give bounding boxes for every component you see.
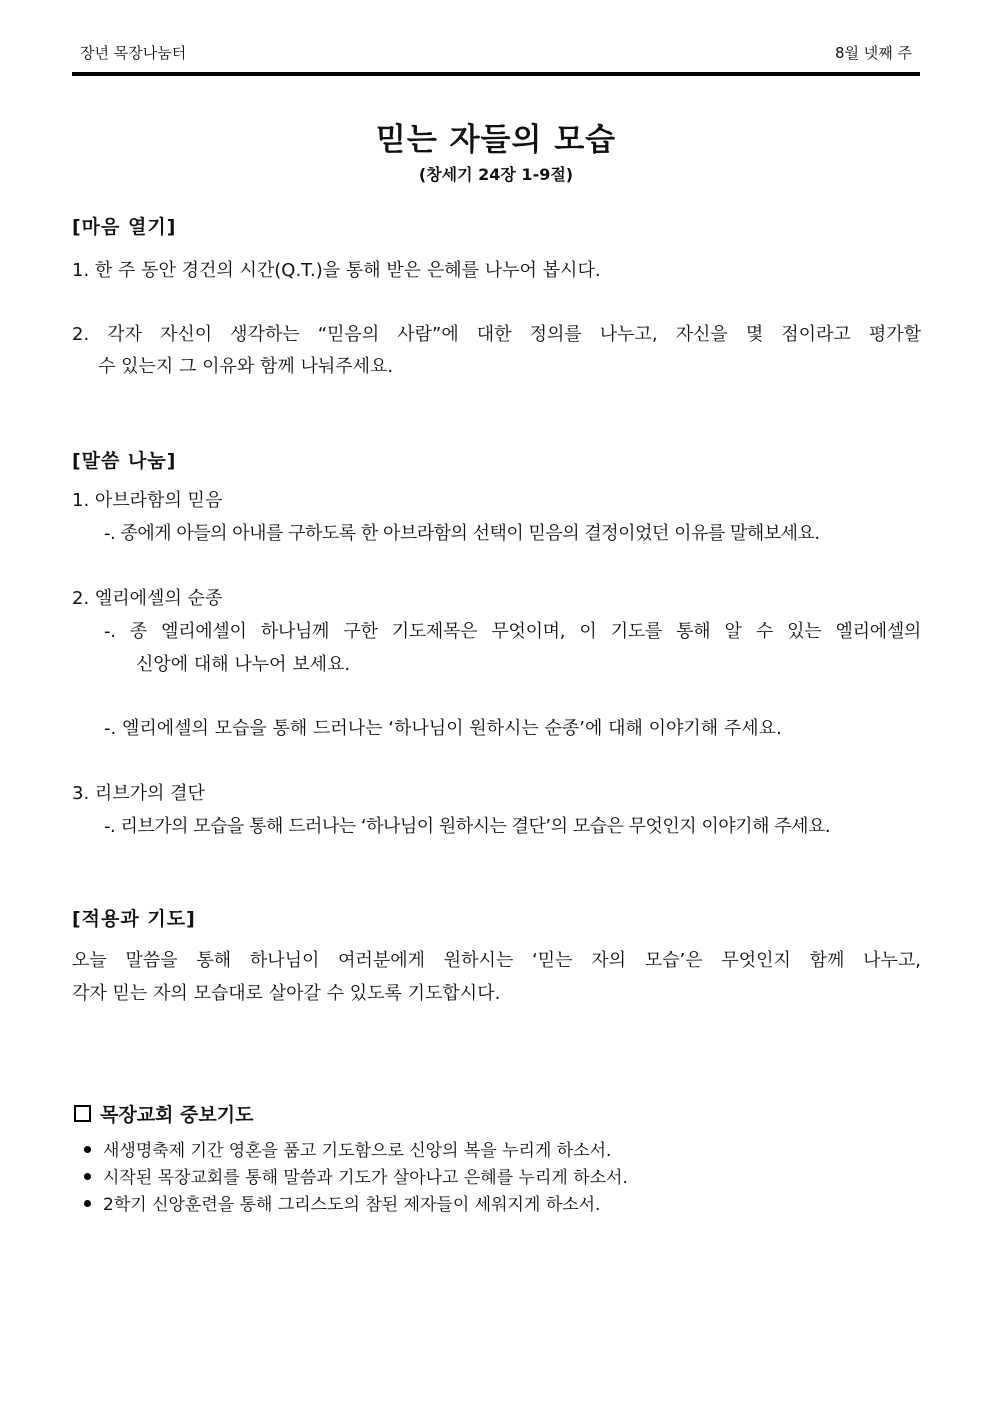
checkbox-square-icon <box>74 1105 91 1122</box>
section-heading-application: [적용과 기도] <box>72 908 196 930</box>
point-3-title: 3. 리브가의 결단 <box>72 783 205 804</box>
page-subtitle: (창세기 24장 1-9절) <box>418 165 574 184</box>
point-2-question-1-line-1: -. 종 엘리에셀이 하나님께 구한 기도제목은 무엇이며, 이 기도를 통해 알 수 있는 엘리에셀의 <box>104 621 921 642</box>
point-2-title: 2. 엘리에셀의 순종 <box>72 588 223 609</box>
point-2-question-1-line-2: 신앙에 대해 나누어 보세요. <box>136 654 351 675</box>
bullet-icon <box>84 1146 91 1153</box>
prayer-item: 새생명축제 기간 영혼을 품고 기도함으로 신앙의 복을 누리게 하소서. <box>84 1136 611 1161</box>
header-left: 장년 목장나눔터 <box>80 44 187 62</box>
application-line-1: 오늘 말씀을 통해 하나님이 여러분에게 원하시는 ‘믿는 자의 모습’은 무엇인지 함께 나누고, <box>72 950 921 971</box>
header-rule <box>72 72 920 76</box>
point-2-question-2: -. 엘리에셀의 모습을 통해 드러나는 ‘하나님이 원하시는 순종’에 대해 이야기해 주세요. <box>104 718 782 739</box>
question-1: 1. 한 주 동안 경건의 시간(Q.T.)을 통해 받은 은혜를 나누어 봅시다. <box>72 260 601 281</box>
prayer-item: 시작된 목장교회를 통해 말씀과 기도가 살아나고 은혜를 누리게 하소서. <box>84 1163 628 1188</box>
question-2-line-1: 2. 각자 자신이 생각하는 “믿음의 사람”에 대한 정의를 나누고, 자신을 몇 점이라고 평가할 <box>72 324 921 345</box>
point-3-question: -. 리브가의 모습을 통해 드러나는 ‘하나님이 원하시는 결단’의 모습은 무엇인지 이야기해 주세요. <box>104 816 831 837</box>
application-line-2: 각자 믿는 자의 모습대로 살아갈 수 있도록 기도합시다. <box>72 983 501 1004</box>
bullet-icon <box>84 1200 91 1207</box>
page-header <box>72 42 920 63</box>
point-1-title: 1. 아브라함의 믿음 <box>72 490 223 511</box>
bullet-icon <box>84 1173 91 1180</box>
point-1-question: -. 종에게 아들의 아내를 구하도록 한 아브라함의 선택이 믿음의 결정이었던 이유를 말해보세요. <box>104 523 820 544</box>
section-heading-open-heart: [마음 열기] <box>72 216 177 238</box>
prayer-heading <box>74 1100 253 1127</box>
prayer-heading-text: 목장교회 중보기도 <box>100 1104 254 1126</box>
question-2-line-2: 수 있는지 그 이유와 함께 나눠주세요. <box>98 356 394 377</box>
page-title: 믿는 자들의 모습 <box>375 122 617 158</box>
header-right: 8월 넷째 주 <box>834 44 912 62</box>
section-heading-word-sharing: [말씀 나눔] <box>72 450 177 472</box>
prayer-item: 2학기 신앙훈련을 통해 그리스도의 참된 제자들이 세워지게 하소서. <box>84 1190 600 1215</box>
